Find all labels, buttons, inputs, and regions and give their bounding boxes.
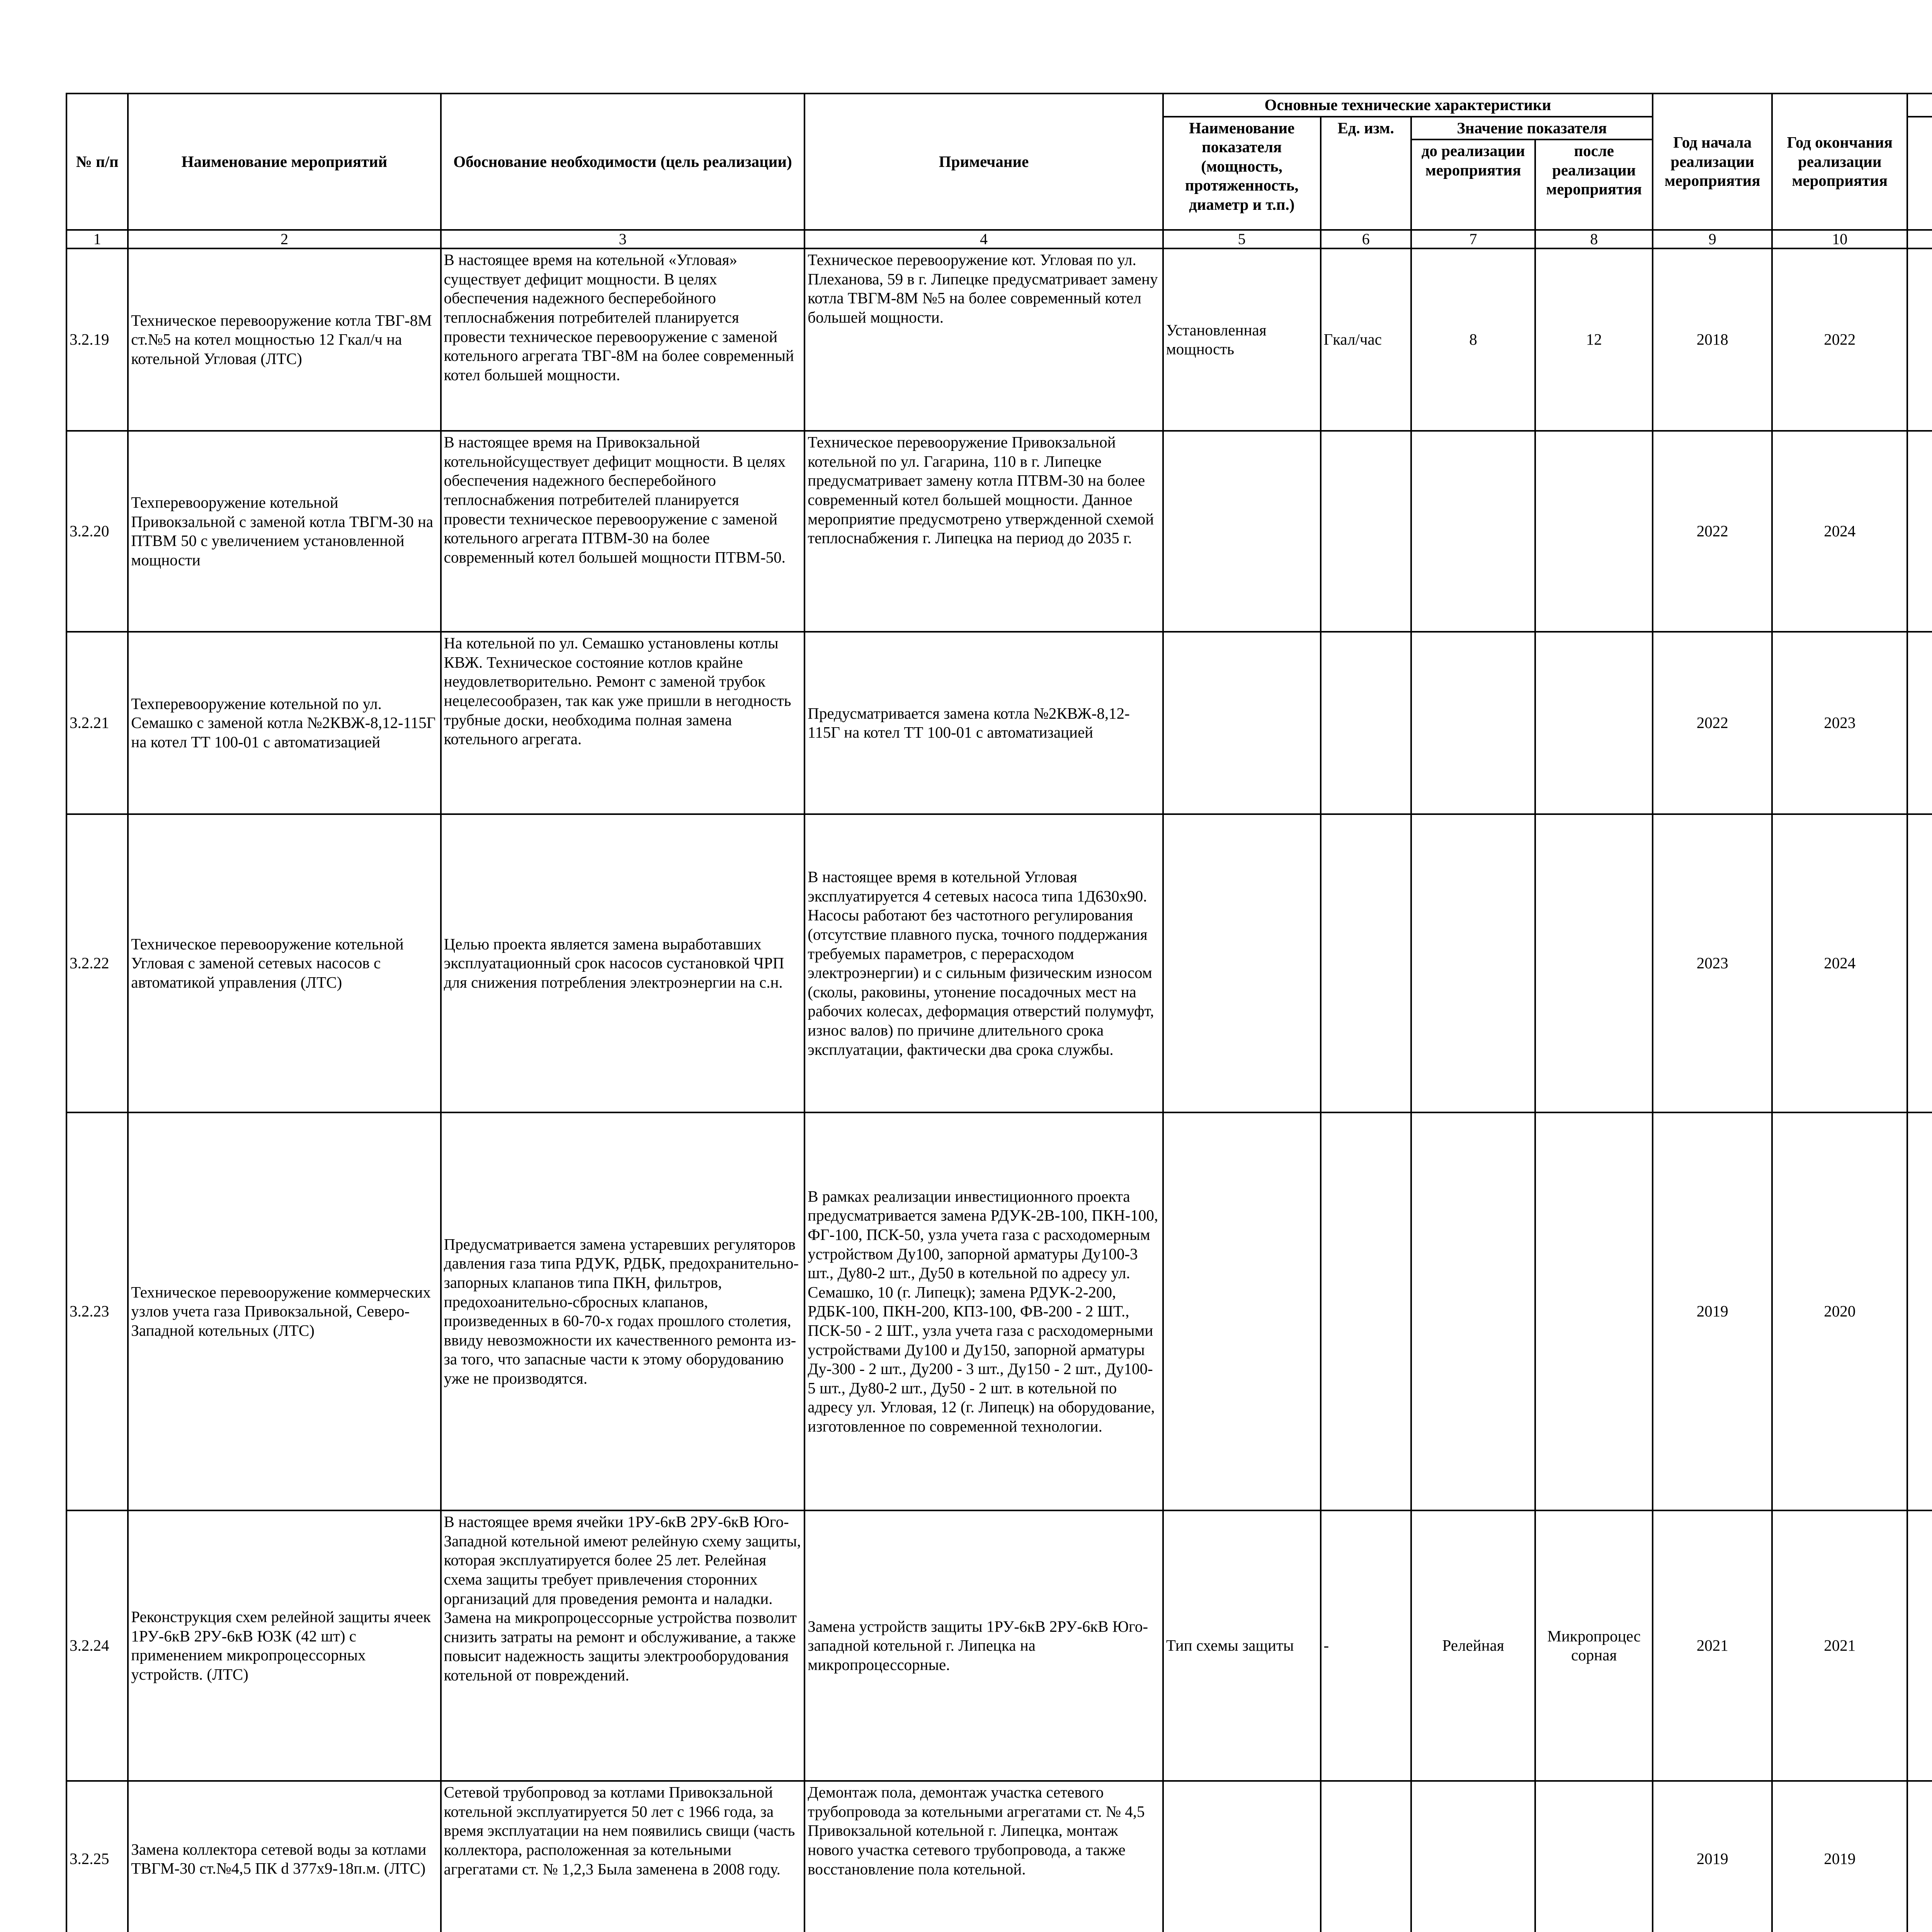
cell-before: Релейная xyxy=(1411,1510,1536,1781)
cell-start-year: 2021 xyxy=(1653,1510,1772,1781)
column-number: 9 xyxy=(1653,230,1772,248)
cell-total xyxy=(1907,1510,1932,1781)
header-name: Наименование мероприятий xyxy=(128,94,440,230)
cell-indicator: Тип схемы защиты xyxy=(1163,1510,1321,1781)
cell-start-year: 2022 xyxy=(1653,632,1772,814)
cell-after xyxy=(1535,814,1653,1112)
header-unit: Ед. изм. xyxy=(1321,117,1411,230)
cell-before xyxy=(1411,814,1536,1112)
column-number xyxy=(1907,230,1932,248)
cell-justification: Целью проекта является замена выработавших эксплуатационный срок насосов сустановкой ЧРП для снижения потребления электроэнергии на с.н. xyxy=(441,814,805,1112)
column-number: 5 xyxy=(1163,230,1321,248)
column-number: 3 xyxy=(441,230,805,248)
cell-total xyxy=(1907,431,1932,632)
cell-before: 8 xyxy=(1411,248,1536,431)
cell-start-year: 2019 xyxy=(1653,1112,1772,1510)
cell-note: Предусматривается замена котла №2КВЖ-8,12-115Г на котел ТТ 100-01 с автоматизацией xyxy=(804,632,1163,814)
cell-indicator: Установленная мощность xyxy=(1163,248,1321,431)
cell-unit xyxy=(1321,814,1411,1112)
cell-end-year: 2024 xyxy=(1772,814,1907,1112)
cell-total xyxy=(1907,248,1932,431)
cell-unit: - xyxy=(1321,1510,1411,1781)
cell-indicator xyxy=(1163,632,1321,814)
cell-no: 3.2.24 xyxy=(66,1510,128,1781)
table-row xyxy=(66,248,1932,431)
cell-end-year: 2021 xyxy=(1772,1510,1907,1781)
cell-before xyxy=(1411,1112,1536,1510)
cell-no: 3.2.25 xyxy=(66,1781,128,1932)
cell-no: 3.2.22 xyxy=(66,814,128,1112)
table-row xyxy=(66,814,1932,1112)
cell-no: 3.2.20 xyxy=(66,431,128,632)
header-costs-group xyxy=(1907,94,1932,117)
cell-name: Техническое перевооружение коммерческих узлов учета газа Привокзальной, Северо-Западной котельных (ЛТС) xyxy=(128,1112,440,1510)
cell-name: Техперевооружение котельной по ул. Семашко с заменой котла №2КВЖ-8,12-115Г на котел ТТ 100-01 с автоматизацией xyxy=(128,632,440,814)
cell-indicator xyxy=(1163,1112,1321,1510)
table-row xyxy=(66,1112,1932,1510)
cell-unit xyxy=(1321,1781,1411,1932)
cell-total xyxy=(1907,1781,1932,1932)
column-number: 8 xyxy=(1535,230,1653,248)
cell-after xyxy=(1535,1112,1653,1510)
cell-name: Техперевооружение котельной Привокзальной с заменой котла ТВГМ-30 на ПТВМ 50 с увеличением установленной мощности xyxy=(128,431,440,632)
cell-before xyxy=(1411,1781,1536,1932)
cell-name: Техническое перевооружение котла ТВГ-8М ст.№5 на котел мощностью 12 Гкал/ч на котельной Угловая (ЛТС) xyxy=(128,248,440,431)
cell-indicator xyxy=(1163,431,1321,632)
cell-after xyxy=(1535,431,1653,632)
cell-end-year: 2020 xyxy=(1772,1112,1907,1510)
column-number: 6 xyxy=(1321,230,1411,248)
header-tech-group: Основные технические характеристики xyxy=(1163,94,1653,117)
cell-before xyxy=(1411,431,1536,632)
cell-total xyxy=(1907,1112,1932,1510)
header-end-year: Год окончания реализации мероприятия xyxy=(1772,94,1907,230)
investment-program-table-sheet xyxy=(66,93,1932,1932)
cell-before xyxy=(1411,632,1536,814)
table-row xyxy=(66,632,1932,814)
cell-unit: Гкал/час xyxy=(1321,248,1411,431)
cell-after: 12 xyxy=(1535,248,1653,431)
cell-justification: В настоящее время на котельной «Угловая» существует дефицит мощности. В целях обеспечения надежного бесперебойного теплоснабжения потребителей планируется провести техническое перевооружение с заменой котельного агрегата ТВГ-8М на более современный котел большей мощности. xyxy=(441,248,805,431)
header-justification: Обоснование необходимости (цель реализации) xyxy=(441,94,805,230)
cell-note: Демонтаж пола, демонтаж участка сетевого трубопровода за котельными агрегатами ст. № 4,5 Привокзальной котельной г. Липецка, монтаж нового участка сетевого трубопровода, а также восстановление пола котельной. xyxy=(804,1781,1163,1932)
header-total xyxy=(1907,117,1932,230)
cell-justification: На котельной по ул. Семашко установлены котлы КВЖ. Техническое состояние котлов крайне неудовлетворительно. Ремонт с заменой трубок нецелесообразен, так как уже пришли в негодность трубные доски, необходима полная замена котельного агрегата. xyxy=(441,632,805,814)
cell-justification: Сетевой трубопровод за котлами Привокзальной котельной эксплуатируется 50 лет с 1966 года, за время эксплуатации на нем появились свищи (часть коллектора, расположенная за котельными агрегатами ст. № 1,2,3 Была заменена в 2008 году. xyxy=(441,1781,805,1932)
cell-end-year: 2019 xyxy=(1772,1781,1907,1932)
header-before: до реализации мероприятия xyxy=(1411,139,1536,230)
table-header xyxy=(66,94,1932,248)
column-number: 2 xyxy=(128,230,440,248)
cell-name: Реконструкция схем релейной защиты ячеек 1РУ-6кВ 2РУ-6кВ ЮЗК (42 шт) с применением микропроцессорных устройств. (ЛТС) xyxy=(128,1510,440,1781)
cell-indicator xyxy=(1163,814,1321,1112)
cell-unit xyxy=(1321,632,1411,814)
cell-indicator xyxy=(1163,1781,1321,1932)
cell-start-year: 2022 xyxy=(1653,431,1772,632)
cell-note: В настоящее время в котельной Угловая эксплуатируется 4 сетевых насоса типа 1Д630х90. Насосы работают без частотного регулирования (отсутствие плавного пуска, точного поддержания требуемых параметров, с перерасходом электроэнергии) и с сильным физическим износом (сколы, раковины, утонение посадочных мест на рабочих колесах, деформация отверстий полумуфт, износ валов) по причине длительного срока эксплуатации, фактически два срока службы. xyxy=(804,814,1163,1112)
column-number-row xyxy=(66,230,1932,248)
cell-total xyxy=(1907,814,1932,1112)
cell-note: Замена устройств защиты 1РУ-6кВ 2РУ-6кВ Юго-западной котельной г. Липецка на микропроцессорные. xyxy=(804,1510,1163,1781)
cell-name: Техническое перевооружение котельной Угловая с заменой сетевых насосов с автоматикой управления (ЛТС) xyxy=(128,814,440,1112)
cell-note: В рамках реализации инвестиционного проекта предусматривается замена РДУК-2В-100, ПКН-100, ФГ-100, ПСК-50, узла учета газа с расходомерным устройством Ду100, запорной арматуры Ду100-3 шт., Ду80-2 шт., Ду50 в котельной по адресу ул. Семашко, 10 (г. Липецк); замена РДУК-2-200, РДБК-100, ПКН-200, КПЗ-100, ФВ-200 - 2 ШТ., ПСК-50 - 2 ШТ., узла учета газа с расходомерными устройствами Ду100 и Ду150, запорной арматуры Ду-300 - 2 шт., Ду200 - 3 шт., Ду150 - 2 шт., Ду100-5 шт., Ду80-2 шт., Ду50 - 2 шт. в котельной по адресу ул. Угловая, 12 (г. Липецк) на оборудование, изготовленное по современной технологии. xyxy=(804,1112,1163,1510)
header-no: № п/п xyxy=(66,94,128,230)
cell-after: Микропроцес сорная xyxy=(1535,1510,1653,1781)
measures-table xyxy=(66,93,1932,1932)
column-number: 7 xyxy=(1411,230,1536,248)
cell-name: Замена коллектора сетевой воды за котлами ТВГМ-30 ст.№4,5 ПК d 377х9-18п.м. (ЛТС) xyxy=(128,1781,440,1932)
cell-end-year: 2022 xyxy=(1772,248,1907,431)
header-after: после реализации мероприятия xyxy=(1535,139,1653,230)
cell-after xyxy=(1535,1781,1653,1932)
cell-unit xyxy=(1321,431,1411,632)
column-number: 10 xyxy=(1772,230,1907,248)
cell-total xyxy=(1907,632,1932,814)
cell-start-year: 2023 xyxy=(1653,814,1772,1112)
cell-after xyxy=(1535,632,1653,814)
header-start-year: Год начала реализации мероприятия xyxy=(1653,94,1772,230)
cell-start-year: 2019 xyxy=(1653,1781,1772,1932)
table-row xyxy=(66,1510,1932,1781)
header-note: Примечание xyxy=(804,94,1163,230)
cell-justification: Предусматривается замена устаревших регуляторов давления газа типа РДУК, РДБК, предохранительно-запорных клапанов типа ПКН, фильтров, предохоанительно-сбросных клапанов, произведенных в 60-70-х годах прошлого столетия, ввиду невозможности их качественного ремонта из-за того, что запасные части к этому оборудованию уже не производятся. xyxy=(441,1112,805,1510)
cell-note: Техническое перевооружение Привокзальной котельной по ул. Гагарина, 110 в г. Липецке предусматривает замену котла ПТВМ-30 на более современный котел большей мощности. Данное мероприятие предусмотрено утвержденной схемой теплоснабжения г. Липецка на период до 2035 г. xyxy=(804,431,1163,632)
cell-no: 3.2.21 xyxy=(66,632,128,814)
table-body xyxy=(66,248,1932,1932)
table-row xyxy=(66,431,1932,632)
cell-end-year: 2024 xyxy=(1772,431,1907,632)
cell-no: 3.2.19 xyxy=(66,248,128,431)
header-indicator-value: Значение показателя xyxy=(1411,117,1653,140)
cell-start-year: 2018 xyxy=(1653,248,1772,431)
cell-end-year: 2023 xyxy=(1772,632,1907,814)
column-number: 4 xyxy=(804,230,1163,248)
cell-justification: В настоящее время на Привокзальной котельнойсуществует дефицит мощности. В целях обеспечения надежного бесперебойного теплоснабжения потребителей планируется провести техническое перевооружение с заменой котельного агрегата ПТВМ-30 на более современный котел большей мощности ПТВМ-50. xyxy=(441,431,805,632)
column-number: 1 xyxy=(66,230,128,248)
cell-unit xyxy=(1321,1112,1411,1510)
cell-no: 3.2.23 xyxy=(66,1112,128,1510)
cell-justification: В настоящее время ячейки 1РУ-6кВ 2РУ-6кВ Юго-Западной котельной имеют релейную схему защиты, которая эксплуатируется более 25 лет. Релейная схема защиты требует привлечения сторонних организаций для проведения ремонта и наладки. Замена на микропроцессорные устройства позволит снизить затраты на ремонт и обслуживание, а также повысит надежность защиты электрооборудования котельной от повреждений. xyxy=(441,1510,805,1781)
table-row xyxy=(66,1781,1932,1932)
header-indicator-name: Наименование показателя (мощность, протяженность, диаметр и т.п.) xyxy=(1163,117,1321,230)
cell-note: Техническое перевооружение кот. Угловая по ул. Плеханова, 59 в г. Липецке предусматривает замену котла ТВГМ-8М №5 на более современный котел большей мощности. xyxy=(804,248,1163,431)
